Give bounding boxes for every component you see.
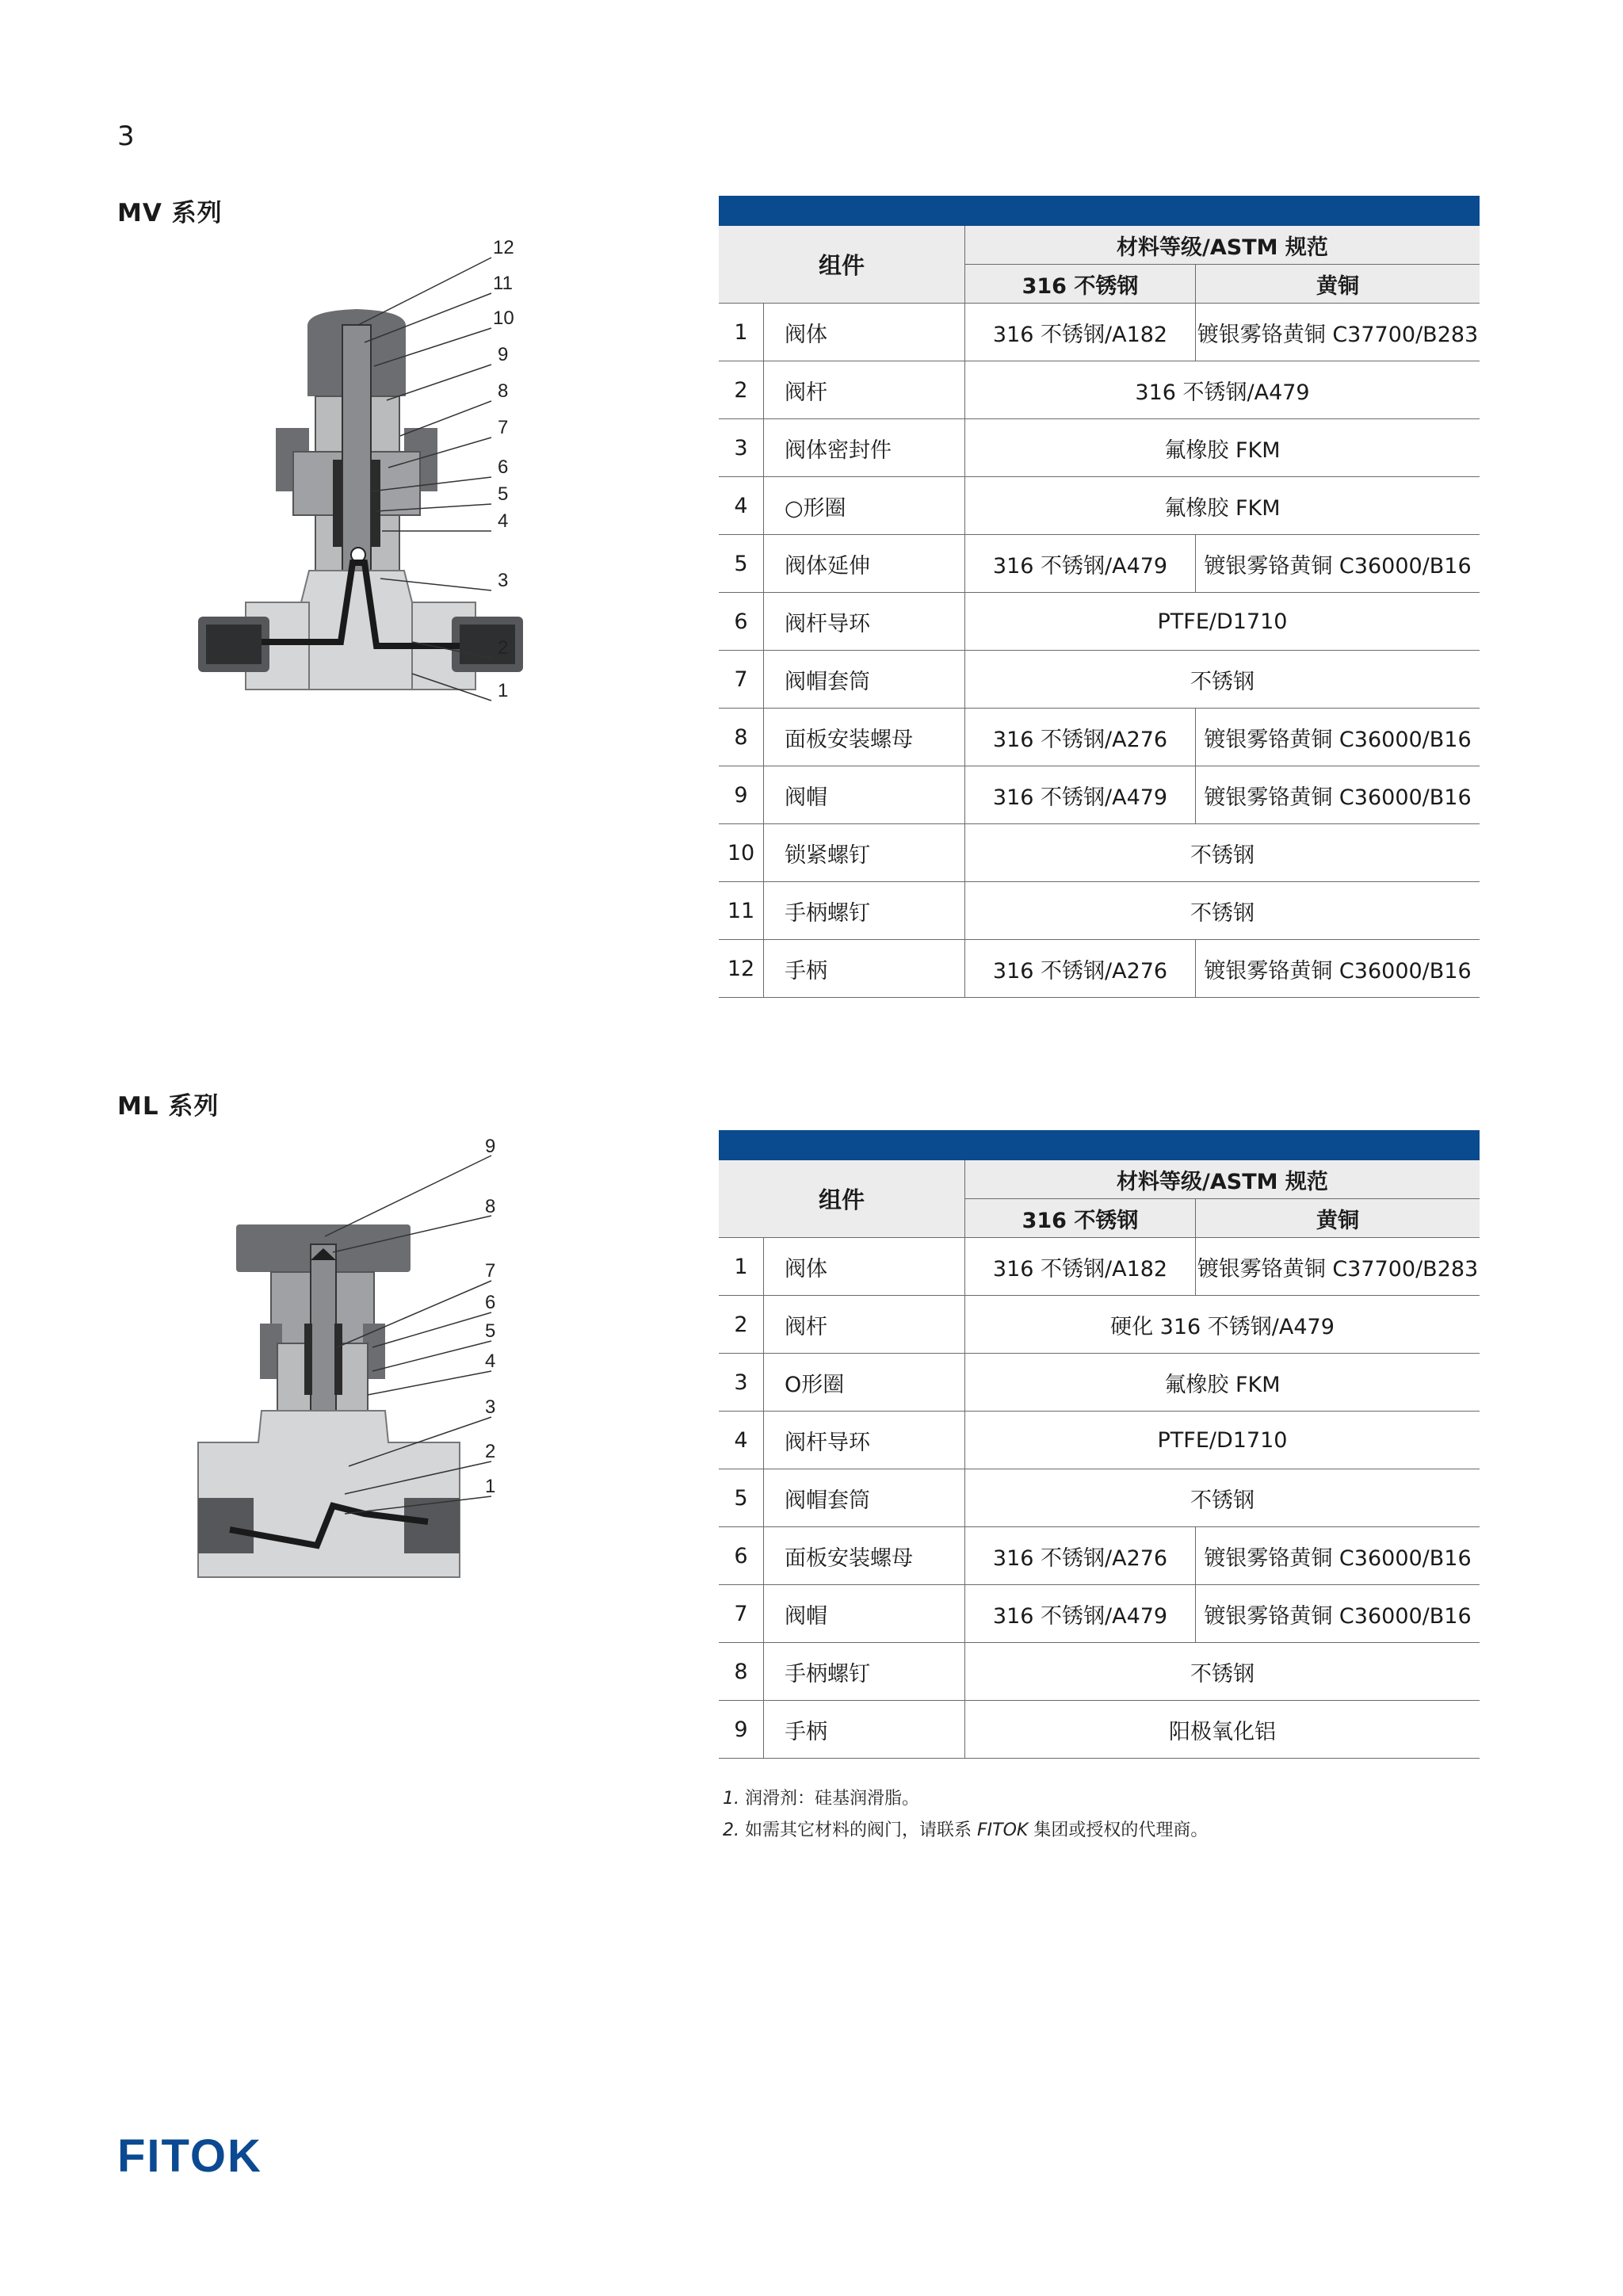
table-row: 2 阀杆 316 不锈钢/A479 <box>719 361 1480 419</box>
ml-section-title: ML 系列 <box>117 1092 220 1121</box>
brass-header: 黄铜 <box>1196 265 1480 304</box>
table-row: 6 阀杆导环 PTFE/D1710 <box>719 593 1480 651</box>
mv-callout: 3 <box>498 570 509 591</box>
mv-callout: 10 <box>493 308 514 329</box>
mv-callout: 2 <box>498 637 509 659</box>
footnote: 2. 如需其它材料的阀门，请联系 FITOK 集团或授权的代理商。 <box>723 1820 1209 1840</box>
ml-callout: 4 <box>485 1350 496 1372</box>
mv-callout: 5 <box>498 483 509 505</box>
ml-callout: 6 <box>485 1292 496 1313</box>
mv-callout: 1 <box>498 680 509 701</box>
ml-material-table <box>719 1130 1480 1759</box>
table-row: 4 ○形圈 氟橡胶 FKM <box>719 477 1480 535</box>
table-row: 8 面板安装螺母 316 不锈钢/A276 镀银雾铬黄铜 C36000/B16 <box>719 709 1480 766</box>
table-row: 10 锁紧螺钉 不锈钢 <box>719 824 1480 882</box>
ml-valve-drawing <box>174 1133 539 1609</box>
ml-callout: 8 <box>485 1196 496 1217</box>
ml-callout: 9 <box>485 1136 496 1157</box>
ss-header: 316 不锈钢 <box>965 1199 1196 1238</box>
mv-material-table <box>719 196 1480 998</box>
mv-callout: 9 <box>498 344 509 365</box>
material-header: 材料等级/ASTM 规范 <box>965 226 1480 265</box>
mv-callout: 12 <box>493 237 514 258</box>
page-number: 3 <box>117 120 135 152</box>
ss-header: 316 不锈钢 <box>965 265 1196 304</box>
mv-callout: 6 <box>498 457 509 478</box>
component-header: 组件 <box>719 226 965 304</box>
ml-callout: 3 <box>485 1396 496 1418</box>
table-row: 9 阀帽 316 不锈钢/A479 镀银雾铬黄铜 C36000/B16 <box>719 766 1480 824</box>
mv-callout: 11 <box>493 273 513 294</box>
table-row: 7 阀帽 316 不锈钢/A479 镀银雾铬黄铜 C36000/B16 <box>719 1585 1480 1643</box>
ml-callout: 2 <box>485 1441 496 1462</box>
mv-callout: 4 <box>498 510 509 532</box>
table-row: 9 手柄 阳极氧化铝 <box>719 1701 1480 1759</box>
table-row: 5 阀帽套筒 不锈钢 <box>719 1469 1480 1527</box>
svg-text:FITOK: FITOK <box>117 2132 262 2176</box>
table-row: 6 面板安装螺母 316 不锈钢/A276 镀银雾铬黄铜 C36000/B16 <box>719 1527 1480 1585</box>
mv-callout: 7 <box>498 417 509 438</box>
material-header: 材料等级/ASTM 规范 <box>965 1160 1480 1199</box>
table-row: 11 手柄螺钉 不锈钢 <box>719 882 1480 940</box>
fitok-logo <box>117 2132 292 2176</box>
table-row: 1 阀体 316 不锈钢/A182 镀银雾铬黄铜 C37700/B283 <box>719 304 1480 361</box>
ml-callout: 1 <box>485 1476 496 1497</box>
table-row: 3 阀体密封件 氟橡胶 FKM <box>719 419 1480 477</box>
ml-callout: 7 <box>485 1260 496 1282</box>
component-header: 组件 <box>719 1160 965 1238</box>
table-row: 7 阀帽套筒 不锈钢 <box>719 651 1480 709</box>
footnotes <box>723 1783 1208 1847</box>
table-band <box>719 1130 1480 1160</box>
table-row: 4 阀杆导环 PTFE/D1710 <box>719 1412 1480 1469</box>
table-band <box>719 196 1480 226</box>
mv-valve-drawing <box>174 230 539 737</box>
table-row: 2 阀杆 硬化 316 不锈钢/A479 <box>719 1296 1480 1354</box>
table-row: 8 手柄螺钉 不锈钢 <box>719 1643 1480 1701</box>
table-row: 5 阀体延伸 316 不锈钢/A479 镀银雾铬黄铜 C36000/B16 <box>719 535 1480 593</box>
table-row: 3 O形圈 氟橡胶 FKM <box>719 1354 1480 1412</box>
table-row: 12 手柄 316 不锈钢/A276 镀银雾铬黄铜 C36000/B16 <box>719 940 1480 998</box>
brass-header: 黄铜 <box>1196 1199 1480 1238</box>
mv-section-title: MV 系列 <box>117 199 223 227</box>
table-row: 1 阀体 316 不锈钢/A182 镀银雾铬黄铜 C37700/B283 <box>719 1238 1480 1296</box>
mv-callout: 8 <box>498 380 509 402</box>
footnote: 1. 润滑剂：硅基润滑脂。 <box>723 1789 920 1809</box>
ml-callout: 5 <box>485 1320 496 1342</box>
